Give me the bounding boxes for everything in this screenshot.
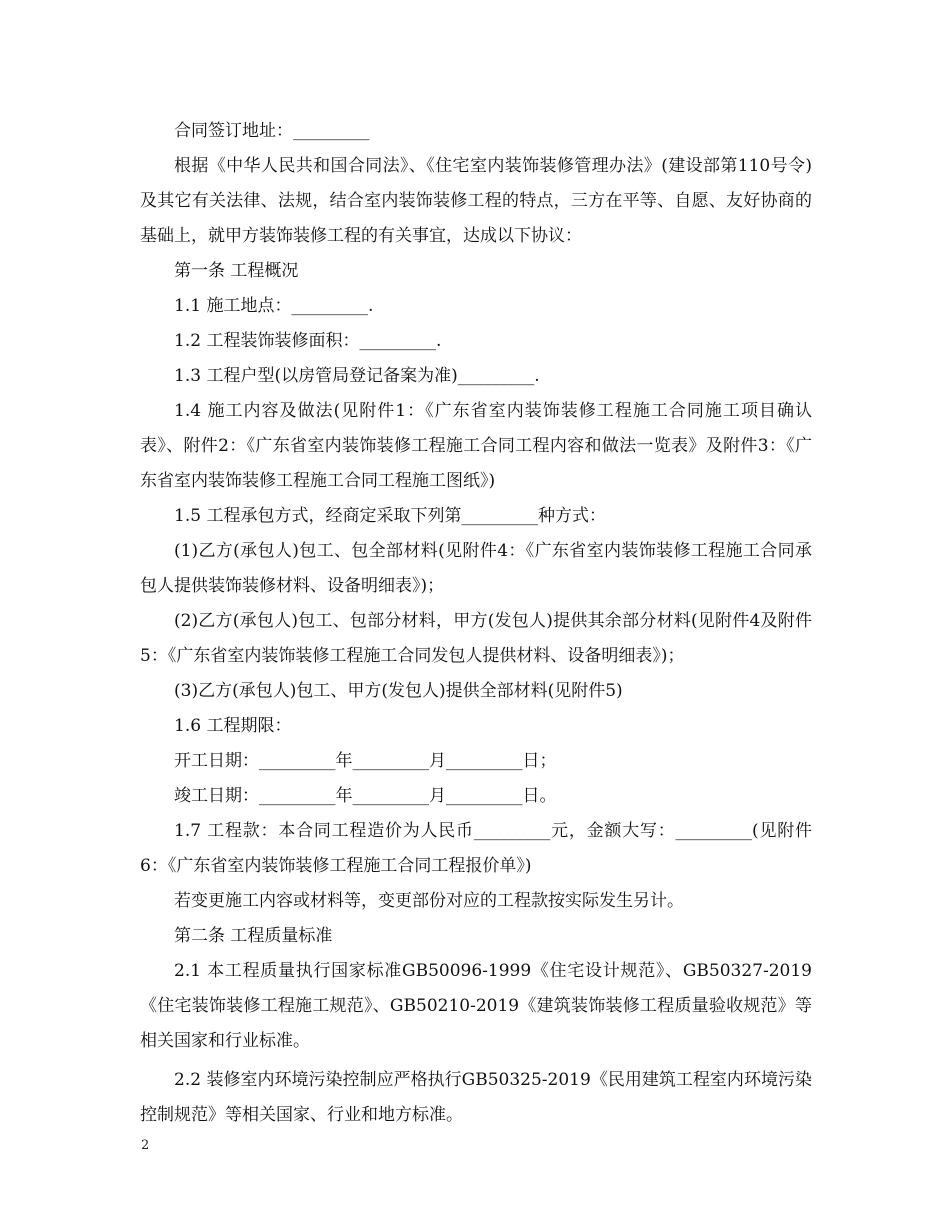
article-2-heading: 第二条 工程质量标准 [174,926,333,946]
contract-signing-address: 合同签订地址：_________ [174,121,370,141]
option-2: (2)乙方(承包人)包工、包部分材料，甲方(发包人)提供其余部分材料(见附件4及附件5：《广东省室内装饰装修工程施工合同发包人提供材料、设备明细表》)； [140,611,812,666]
option-1: (1)乙方(承包人)包工、包全部材料(见附件4：《广东省室内装饰装修工程施工合同承包人提供装饰装修材料、设备明细表》)； [140,541,812,596]
clause-1-2: 1.2 工程装饰装修面积：_________. [174,331,442,351]
page-number: 2 [141,1138,150,1153]
option-3: (3)乙方(承包人)包工、甲方(发包人)提供全部材料(见附件5) [174,681,623,701]
change-payment-note: 若变更施工内容或材料等，变更部份对应的工程款按实际发生另计。 [174,891,684,911]
clause-1-3: 1.3 工程户型(以房管局登记备案为准)_________. [174,366,540,386]
clause-1-5: 1.5 工程承包方式，经商定采取下列第_________种方式： [174,506,606,526]
clause-1-6: 1.6 工程期限： [174,716,292,736]
preamble-paragraph: 根据《中华人民共和国合同法》、《住宅室内装饰装修管理办法》(建设部第110号令)及其它有关法律、法规，结合室内装饰装修工程的特点，三方在平等、自愿、友好协商的基础上，就甲方装饰装修工程的有关事宜，达成以下协议： [140,156,812,246]
completion-date-line: 竣工日期：_________年_________月_________日。 [174,786,557,806]
clause-1-7: 1.7 工程款：本合同工程造价为人民币_________元，金额大写：_________(见附件6：《广东省室内装饰装修工程施工合同工程报价单》) [140,821,812,876]
article-1-heading: 第一条 工程概况 [174,261,299,281]
clause-1-4: 1.4 施工内容及做法(见附件1：《广东省室内装饰装修工程施工合同施工项目确认表》、附件2：《广东省室内装饰装修工程施工合同工程内容和做法一览表》及附件3：《广东省室内装饰装修工程施工合同工程施工图纸》) [140,401,812,491]
clause-2-1: 2.1 本工程质量执行国家标准GB50096-1999《住宅设计规范》、GB50327-2019《住宅装饰装修工程施工规范》、GB50210-2019《建筑装饰装修工程质量验收规范》等相关国家和行业标准。 [140,961,812,1051]
document-body [140,114,812,1133]
start-date-line: 开工日期：_________年_________月_________日； [174,751,557,771]
clause-2-2: 2.2 装修室内环境污染控制应严格执行GB50325-2019《民用建筑工程室内环境污染控制规范》等相关国家、行业和地方标准。 [140,1070,812,1125]
clause-1-1: 1.1 施工地点：_________. [174,296,374,316]
